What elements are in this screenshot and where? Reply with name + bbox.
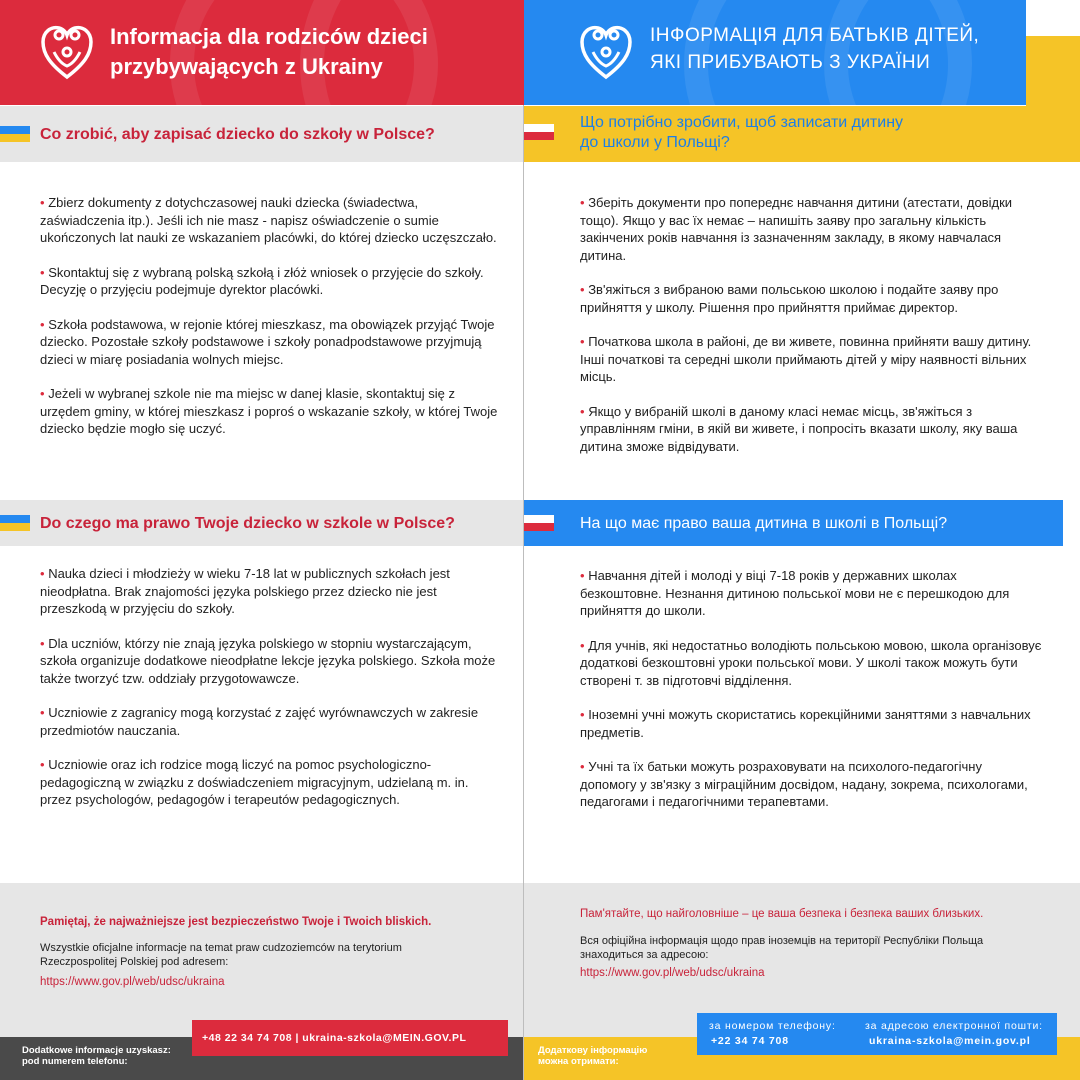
header-ua: [524, 0, 1026, 105]
more-info-label-pl: [22, 1045, 171, 1067]
phone-label-ua: за номером телефону:: [709, 1020, 836, 1032]
family-heart-icon: [40, 22, 94, 82]
section1-text-pl: [40, 194, 502, 455]
list-item: • Учні та їх батьки можуть розраховувати на психолого-педагогічну допомогу у зв'язку з міграційним досвідом, надану, зокрема, психологами, педагогами і педагогічними терапевтами.: [580, 759, 1028, 809]
list-item: • Dla uczniów, którzy nie znają języka polskiego w stopniu wystarczającym, szkoła organizuje dodatkowe nieodpłatne lekcje języka polskiego. Szkoła może także tworzyć tzw. oddziały przygotowawcze.: [40, 635, 496, 686]
list-item: • Якщо у вибраній школі в даному класі немає місць, зв'яжіться з управлінням гміни, в якій ви живете, і попросіть вказати школу, яку ваша дитина зможе відвідувати.: [580, 403, 1018, 454]
list-item: • Zbierz dokumenty z dotychczasowej nauki dziecka (świadectwa, zaświadczenia itp.). Jeśli ich nie masz - napisz oświadczenie o sumie ukończonych lat nauki ze wskazaniem placówki, do której dziecko uczęszczało.: [40, 195, 497, 245]
list-item: • Іноземні учні можуть скористатись корекційними заняттями з навчальних предметів.: [580, 707, 1031, 740]
contact-text-pl[interactable]: +48 22 34 74 708 | ukraina-szkola@MEIN.GOV.PL: [202, 1032, 467, 1044]
header-title-pl: [110, 22, 428, 82]
section1-band-ua: [524, 106, 1080, 162]
header-title-ua: [650, 22, 979, 76]
list-item: • Nauka dzieci i młodzieży w wieku 7-18 lat w publicznych szkołach jest nieodpłatna. Brak znajomości języka polskiego przez dziecko nie jest przeszkodą w przyjęciu do szkoły.: [40, 566, 450, 616]
more-info-label-ua: [538, 1045, 647, 1067]
phone-number-ua[interactable]: +22 34 74 708: [711, 1035, 789, 1047]
section1-text-ua: [580, 194, 1042, 472]
more-info-line2: pod numerem telefonu:: [22, 1056, 128, 1067]
header-title-ua-line1: ІНФОРМАЦІЯ ДЛЯ БАТЬКІВ ДІТЕЙ,: [650, 25, 980, 46]
list-item: • Jeżeli w wybranej szkole nie ma miejsc w danej klasie, skontaktuj się z urzędem gminy, w której mieszkasz i poproś o wskazanie szkoły, w której Twoje dziecko będzie mogło się uczyć.: [40, 386, 498, 436]
section2-text-ua: [580, 567, 1042, 828]
email-label-ua: за адресою електронної пошти:: [865, 1020, 1043, 1032]
section2-title-pl: Do czego ma prawo Twoje dziecko w szkole w Polsce?: [40, 515, 455, 532]
list-item: • Uczniowie z zagranicy mogą korzystać z zajęć wyrównawczych w zakresie przedmiotów nauczania.: [40, 705, 479, 738]
ukraine-flag-icon: [0, 126, 30, 142]
list-item: • Початкова школа в районі, де ви живете, повинна прийняти вашу дитину. Інші початкові та середні школи приймають дітей у міру наявності вільних місць.: [580, 334, 1032, 384]
footer-info-ua: Вся офіційна інформація щодо прав іноземців на території Республіки Польща знаходиться за адресою:: [580, 935, 984, 961]
section1-title-ua: [580, 113, 903, 153]
footer-remember-ua: Пам'ятайте, що найголовніше – це ваша безпека і безпека ваших близьких.: [580, 908, 984, 920]
section1-title-pl: Co zrobić, aby zapisać dziecko do szkoły w Polsce?: [40, 126, 435, 143]
header-pl: [0, 0, 524, 105]
list-item: • Зв'яжіться з вибраною вами польською школою і подайте заяву про прийняття у школу. Рішення про прийняття приймає директор.: [580, 282, 999, 315]
footer-link-ua[interactable]: https://www.gov.pl/web/udsc/ukraina: [580, 967, 765, 979]
list-item: • Для учнів, які недостатньо володіють польською мовою, школа організовує додаткові безкоштовні уроки польської мови. У школі також можуть бути створені т. зв підготовчі відділення.: [580, 637, 1042, 688]
section1-band-pl: [0, 106, 523, 162]
email-address-ua[interactable]: ukraina-szkola@mein.gov.pl: [869, 1035, 1031, 1047]
more-info-line1: Dodatkowe informacje uzyskasz:: [22, 1045, 171, 1056]
section1-title-ua-line1: Що потрібно зробити, щоб записати дитину: [580, 114, 904, 131]
more-info-line1: Додаткову інформацію: [538, 1045, 648, 1056]
poland-flag-icon: [524, 124, 554, 140]
poland-flag-icon: [524, 515, 554, 531]
section2-band-ua: [524, 500, 1063, 546]
list-item: • Uczniowie oraz ich rodzice mogą liczyć na pomoc psychologiczno-pedagogiczną w związku z doświadczeniem migracyjnym, udzielaną m. in. przez psychologów, pedagogów i terapeutów pedagogicznych.: [40, 757, 469, 807]
contact-box-ua[interactable]: [697, 1013, 1057, 1055]
list-item: • Skontaktuj się z wybraną polską szkołą i złóż wniosek o przyjęcie do szkoły. Decyzję o przyjęciu podejmuje dyrektor placówki.: [40, 264, 484, 297]
section2-text-pl: [40, 565, 502, 826]
list-item: • Навчання дітей і молоді у віці 7-18 років у державних школах безкоштовне. Незнання дитиною польської мови не є перешкодою для прийняття до школи.: [580, 568, 1010, 618]
footer-info-pl: Wszystkie oficjalne informacje na temat praw cudzoziemców na terytorium Rzeczpospolitej Polskiej pod adresem:: [40, 942, 402, 968]
header-corner: [1026, 0, 1080, 36]
header-title-pl-line1: Informacja dla rodziców dzieci: [110, 24, 428, 49]
footer-remember-pl: Pamiętaj, że najważniejsze jest bezpieczeństwo Twoje i Twoich bliskich.: [40, 916, 432, 928]
more-info-line2: можна отримати:: [538, 1056, 619, 1067]
section2-title-ua: На що має право ваша дитина в школі в Польщі?: [580, 515, 948, 532]
ukraine-flag-icon: [0, 515, 30, 531]
header-title-ua-line2: ЯКІ ПРИБУВАЮТЬ З УКРАЇНИ: [650, 52, 931, 73]
footer-link-pl[interactable]: https://www.gov.pl/web/udsc/ukraina: [40, 976, 225, 988]
list-item: • Зберіть документи про попереднє навчання дитини (атестати, довідки тощо). Якщо у вас їх немає – напишіть заяву про загальну кількість закінчених років навчання із зазначенням закладу, в якому навчалася дитина.: [580, 195, 1013, 263]
section1-title-ua-line2: до школи у Польщі?: [580, 134, 730, 151]
header-title-pl-line2: przybywających z Ukrainy: [110, 54, 383, 79]
contact-box-pl[interactable]: [192, 1020, 508, 1056]
family-heart-icon: [579, 22, 633, 82]
list-item: • Szkoła podstawowa, w rejonie której mieszkasz, ma obowiązek przyjąć Twoje dziecko. Pozostałe szkoły podstawowe i szkoły ponadpodstawowe przyjmują dzieci w miarę posiadania wolnych miejsc.: [40, 316, 495, 367]
section2-band-pl: [0, 500, 523, 546]
